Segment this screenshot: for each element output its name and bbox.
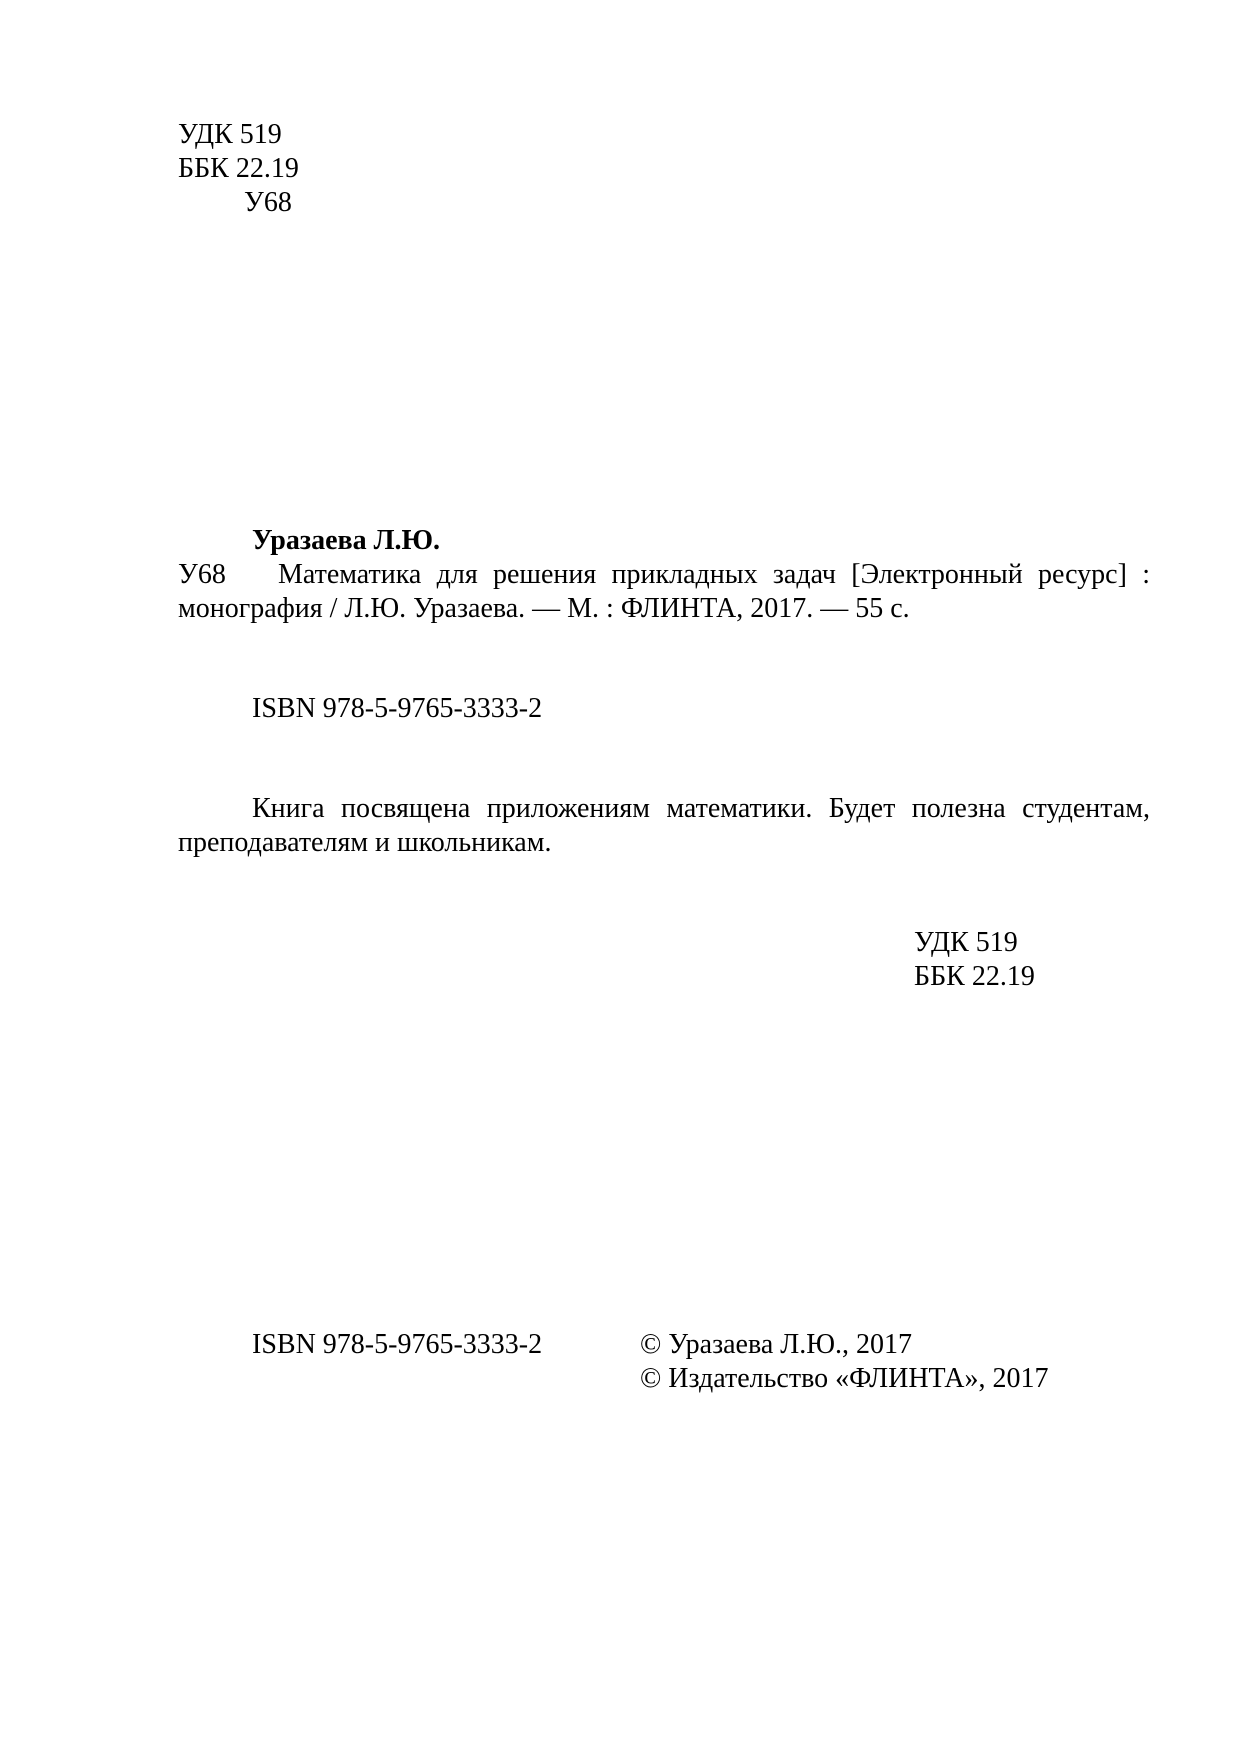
abstract-line-1: Книга посвящена приложениям математики. Будет полезна студентам,	[252, 793, 1150, 824]
author-sign-record: У68	[178, 559, 226, 590]
record-publication-line: монография / Л.Ю. Уразаева. — М. : ФЛИНТА, 2017. — 55 с.	[178, 593, 910, 624]
bbk-code-top: ББК 22.19	[178, 153, 299, 184]
author-sign-top: У68	[244, 187, 292, 218]
abstract-line-2: преподавателям и школьникам.	[178, 827, 552, 858]
copyright-author: © Уразаева Л.Ю., 2017	[640, 1329, 913, 1360]
isbn-footer: ISBN 978-5-9765-3333-2	[252, 1329, 543, 1360]
udk-code-bottom: УДК 519	[914, 927, 1018, 958]
isbn-record: ISBN 978-5-9765-3333-2	[252, 693, 543, 724]
record-title-line: Математика для решения прикладных задач [Электронный ресурс] :	[278, 559, 1150, 590]
author-name: Уразаева Л.Ю.	[252, 525, 441, 556]
udk-code-top: УДК 519	[178, 119, 282, 150]
bbk-code-bottom: ББК 22.19	[914, 961, 1035, 992]
copyright-publisher: © Издательство «ФЛИНТА», 2017	[640, 1363, 1049, 1394]
